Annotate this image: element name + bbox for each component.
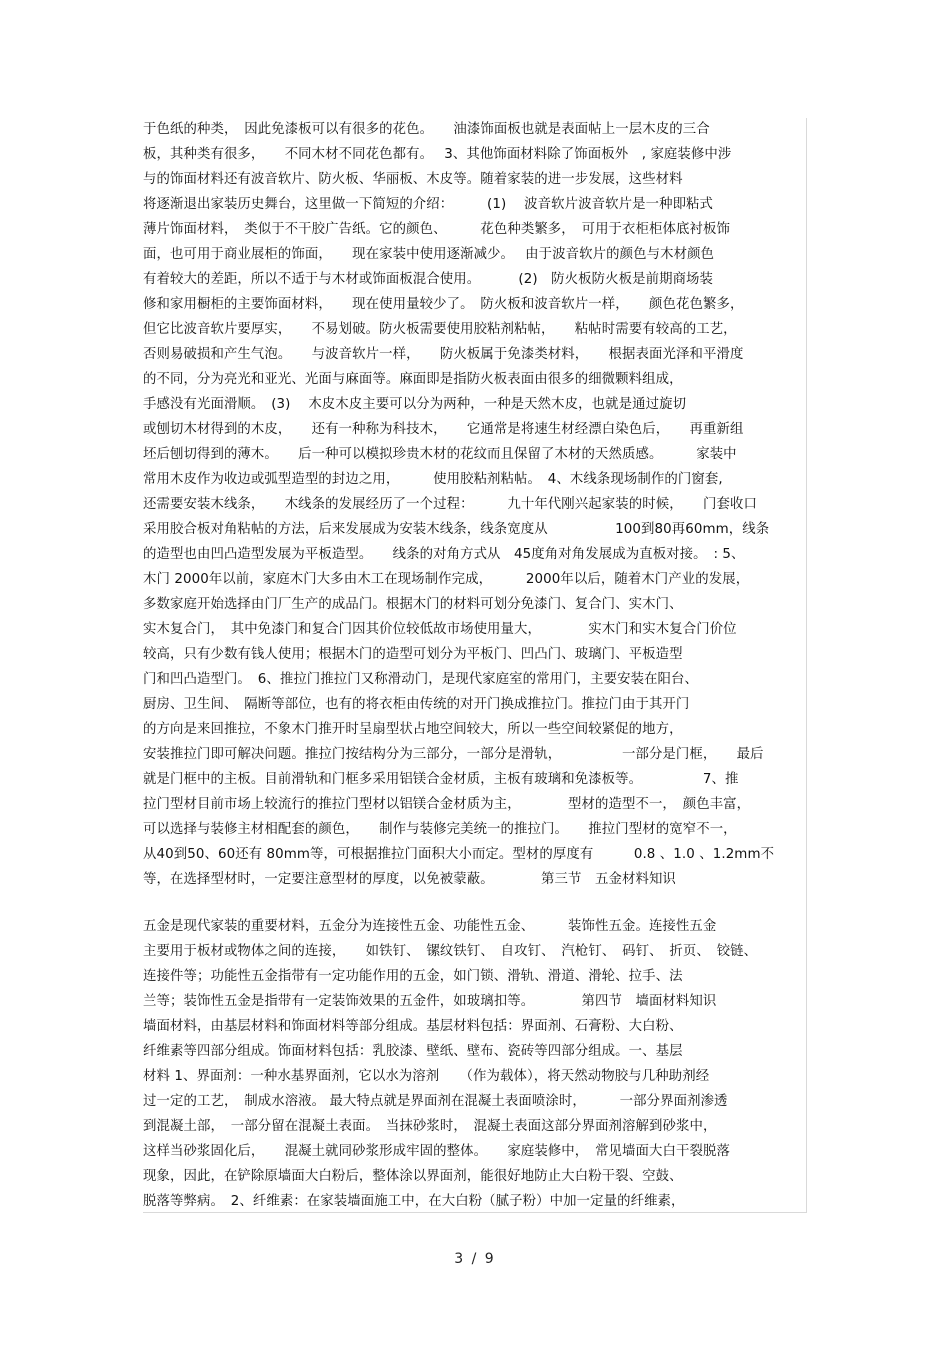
text-line: 就是门框中的主板。目前滑轨和门框多采用铝镁合金材质，主板有玻璃和免漆板等。 7、推 xyxy=(143,772,739,787)
text-line: 常用木皮作为收边或弧型造型的封边之用， 使用胶粘剂粘帖。 4、木线条现场制作的门窗套, xyxy=(143,472,723,487)
text-line: 多数家庭开始选择由门厂生产的成品门。根据木门的材料可划分免漆门、复合门、实木门、 xyxy=(143,597,683,612)
text-line: 材料 1、界面剂：一种水基界面剂，它以水为溶剂 （作为载体），将天然动物胶与几种助剂经 xyxy=(143,1069,710,1084)
text-line: 修和家用橱柜的主要饰面材料， 现在使用量较少了。 防火板和波音软片一样， 颜色花色繁多， xyxy=(143,297,744,312)
text-line: 纤维素等四部分组成。饰面材料包括：乳胶漆、壁纸、壁布、瓷砖等四部分组成。一、基层 xyxy=(143,1044,683,1059)
text-line: 的造型也由凹凸造型发展为平板造型。 线条的对角方式从 45度角对角发展成为直板对接。 : 5、 xyxy=(143,547,745,562)
text-line: 连接件等；功能性五金指带有一定功能作用的五金，如门锁、滑轨、滑道、滑轮、拉手、法 xyxy=(143,969,683,984)
text-line: 到混凝土部， 一部分留在混凝土表面。 当抹砂浆时， 混凝土表面这部分界面剂溶解到砂浆中， xyxy=(143,1119,717,1134)
text-line: 厨房、卫生间、 隔断等部位，也有的将衣柜由传统的对开门换成推拉门。推拉门由于其开门 xyxy=(143,697,690,712)
text-line: 兰等；装饰性五金是指带有一定装饰效果的五金件，如玻璃扣等。 第四节 墙面材料知识 xyxy=(143,994,717,1009)
text-line: 木门 2000年以前，家庭木门大多由木工在现场制作完成， 2000年以后，随着木门产业的发展， xyxy=(143,572,750,587)
document-body xyxy=(143,118,807,1213)
text-line: 拉门型材目前市场上较流行的推拉门型材以铝镁合金材质为主， 型材的造型不一， 颜色丰富， xyxy=(143,797,751,812)
text-line: 于色纸的种类， 因此免漆板可以有很多的花色。 油漆饰面板也就是表面帖上一层木皮的三合 xyxy=(143,122,710,137)
text-line: 否则易破损和产生气泡。 与波音软片一样， 防火板属于免漆类材料， 根据表面光泽和平滑度 xyxy=(143,347,744,362)
text-line: 门和凹凸造型门。 6、推拉门推拉门又称滑动门，是现代家庭室的常用门，主要安装在阳台、 xyxy=(143,672,699,687)
text-line: 五金是现代家装的重要材料，五金分为连接性五金、功能性五金、 装饰性五金。连接性五金 xyxy=(143,919,717,934)
text-line: 较高，只有少数有钱人使用；根据木门的造型可划分为平板门、凹凸门、玻璃门、平板造型 xyxy=(143,647,683,662)
text-line: 的不同，分为亮光和亚光、光面与麻面等。麻面即是指防火板表面由很多的细微颗料组成， xyxy=(143,372,683,387)
text-line: 脱落等弊病。 2、纤维素：在家装墙面施工中，在大白粉（腻子粉）中加一定量的纤维素， xyxy=(143,1194,685,1209)
text-line: 面，也可用于商业展柜的饰面， 现在家装中使用逐渐减少。 由于波音软片的颜色与木材颜色 xyxy=(143,247,715,262)
text-line: 可以选择与装修主材相配套的颜色， 制作与装修完美统一的推拉门。 推拉门型材的宽窄不一， xyxy=(143,822,737,837)
text-line: 还需要安装木线条， 木线条的发展经历了一个过程： 九十年代刚兴起家装的时候， 门套收口 xyxy=(143,497,757,512)
text-line: 但它比波音软片要厚实， 不易划破。防火板需要使用胶粘剂粘帖， 粘帖时需要有较高的工艺， xyxy=(143,322,737,337)
text-line: 手感没有光面滑顺。 (3) 木皮木皮主要可以分为两种，一种是天然木皮，也就是通过旋切 xyxy=(143,397,687,412)
text-line: 墙面材料，由基层材料和饰面材料等部分组成。基层材料包括：界面剂、石膏粉、大白粉、 xyxy=(143,1019,683,1034)
text-line: 主要用于板材或物体之间的连接， 如铁钉、 镙纹铁钉、 自攻钉、 汽枪钉、 码钉、 折页、 铰链、 xyxy=(143,944,758,959)
text-line: 与的饰面材料还有波音软片、防火板、华丽板、木皮等。随着家装的进一步发展，这些材料 xyxy=(143,172,683,187)
text-line: 板，其种类有很多， 不同木材不同花色都有。 3、其他饰面材料除了饰面板外 , 家庭装修中涉 xyxy=(143,147,732,162)
text-line: 或刨切木材得到的木皮， 还有一种称为科技木， 它通常是将速生材经漂白染色后， 再重新组 xyxy=(143,422,744,437)
text-line: 实木复合门， 其中免漆门和复合门因其价位较低故市场使用量大， 实木门和实木复合门价位 xyxy=(143,622,737,637)
text-line: 的方向是来回推拉，不象木门推开时呈扇型状占地空间较大，所以一些空间较紧促的地方， xyxy=(143,722,683,737)
text-line: 现象，因此，在铲除原墙面大白粉后，整体涂以界面剂，能很好地防止大白粉干裂、空鼓、 xyxy=(143,1169,683,1184)
text-line: 采用胶合板对角粘帖的方法，后来发展成为安装木线条，线条宽度从 100到80再60mm，线条 xyxy=(143,522,770,537)
text-line: 过一定的工艺， 制成水溶液。 最大特点就是界面剂在混凝土表面喷涂时， 一部分界面剂渗透 xyxy=(143,1094,728,1109)
text-line: 坯后刨切得到的薄木。 后一种可以模拟珍贵木材的花纹而且保留了木材的天然质感。 家装中 xyxy=(143,447,737,462)
text-line: 等，在选择型材时，一定要注意型材的厚度，以免被蒙蔽。 第三节 五金材料知识 xyxy=(143,872,676,887)
text-line: 从40到50、60还有 80mm等，可根据推拉门面积大小而定。型材的厚度有 0.8 、1.0 、1.2mm不 xyxy=(143,847,775,862)
text-line: 将逐渐退出家装历史舞台，这里做一下简短的介绍： (1) 波音软片波音软片是一种即粘式 xyxy=(143,197,714,212)
text-line: 薄片饰面材料， 类似于不干胶广告纸。它的颜色、 花色种类繁多， 可用于衣柜柜体底衬板饰 xyxy=(143,222,730,237)
page-number: 3 / 9 xyxy=(454,1251,496,1267)
text-line: 这样当砂浆固化后， 混凝土就同砂浆形成牢固的整体。 家庭装修中， 常见墙面大白干裂脱落 xyxy=(143,1144,730,1159)
text-line: 安装推拉门即可解决问题。推拉门按结构分为三部分，一部分是滑轨， 一部分是门框， 最后 xyxy=(143,747,764,762)
text-line: 有着较大的差距，所以不适于与木材或饰面板混合使用。 (2) 防火板防火板是前期商场装 xyxy=(143,272,714,287)
